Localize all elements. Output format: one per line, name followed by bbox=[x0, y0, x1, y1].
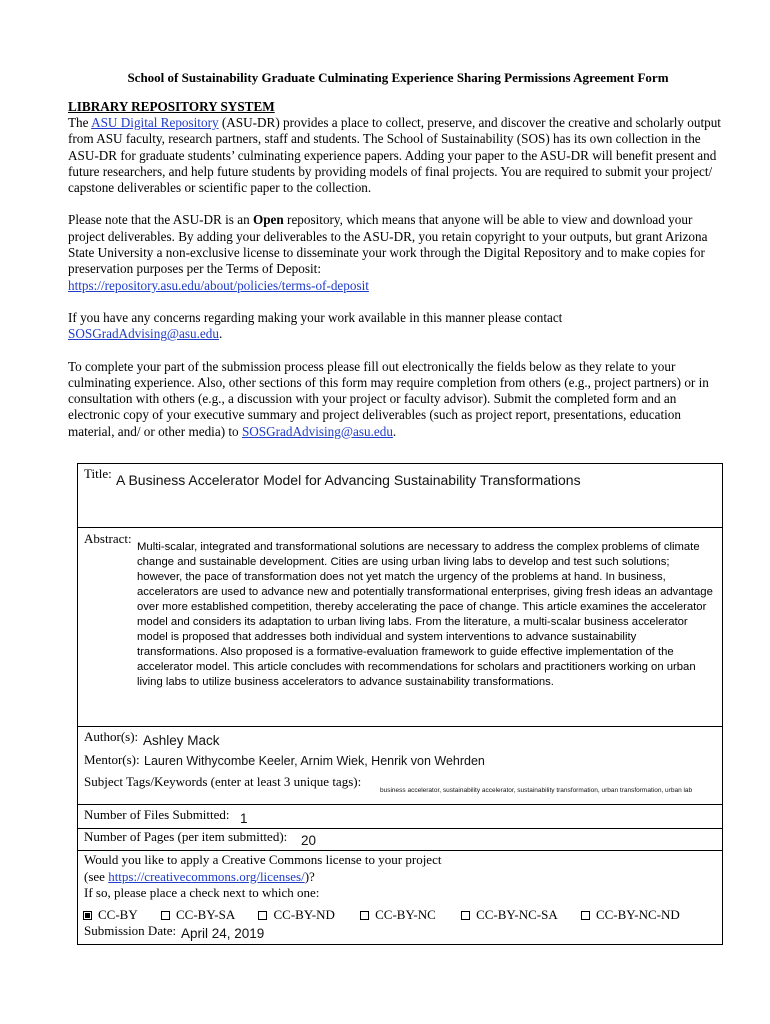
title-row bbox=[78, 464, 722, 528]
document-body bbox=[68, 70, 728, 456]
cc-option-cc-by-nc-nd[interactable] bbox=[581, 907, 680, 923]
paragraph-open-repository bbox=[68, 212, 728, 293]
files-field[interactable]: 1 bbox=[240, 811, 248, 826]
files-row bbox=[78, 804, 722, 829]
para2-text-start: Please note that the ASU-DR is an bbox=[68, 212, 253, 228]
cc-see-pre: (see bbox=[84, 868, 109, 884]
cc-option-cc-by-nd[interactable] bbox=[258, 907, 334, 923]
checkbox-cc-by-sa[interactable] bbox=[161, 911, 170, 920]
authors-row bbox=[78, 726, 722, 750]
creative-commons-link[interactable]: https://creativecommons.org/licenses/ bbox=[108, 868, 305, 884]
checkbox-cc-by[interactable] bbox=[83, 911, 92, 920]
abstract-label: Abstract: bbox=[84, 531, 132, 546]
date-label: Submission Date: bbox=[84, 923, 177, 938]
cc-option-cc-by-nc[interactable] bbox=[360, 907, 436, 923]
paragraph-instructions bbox=[68, 359, 728, 440]
paragraph-concerns bbox=[68, 310, 728, 343]
submission-email-link[interactable]: SOSGradAdvising@asu.edu bbox=[241, 423, 393, 439]
cc-option-label: CC-BY-SA bbox=[175, 907, 236, 922]
checkbox-cc-by-nc-sa[interactable] bbox=[461, 911, 470, 920]
authors-label: Author(s): bbox=[84, 729, 139, 744]
cc-options bbox=[83, 907, 680, 923]
submission-form-table bbox=[77, 463, 723, 945]
form-title: School of Sustainability Graduate Culminating Experience Sharing Permissions Agreement Form bbox=[127, 70, 669, 85]
para3-text: If you have any concerns regarding making your work available in this manner please contact bbox=[68, 309, 563, 325]
checkbox-cc-by-nc[interactable] bbox=[360, 911, 369, 920]
mentors-label: Mentor(s): bbox=[84, 752, 140, 767]
cc-option-label: CC-BY-NC-ND bbox=[595, 907, 680, 922]
pages-row bbox=[78, 828, 722, 851]
mentors-row bbox=[78, 750, 722, 772]
checkbox-cc-by-nc-nd[interactable] bbox=[581, 911, 590, 920]
title-field[interactable]: A Business Accelerator Model for Advancing Sustainability Transformations bbox=[116, 472, 581, 488]
checkbox-cc-by-nd[interactable] bbox=[258, 911, 267, 920]
cc-see-line bbox=[84, 869, 441, 886]
para4-period: . bbox=[392, 423, 397, 439]
para1-text-start: The bbox=[68, 115, 92, 130]
open-bold-word: Open bbox=[252, 212, 284, 228]
files-label: Number of Files Submitted: bbox=[84, 807, 230, 822]
mentors-field[interactable]: Lauren Withycombe Keeler, Arnim Wiek, Henrik von Wehrden bbox=[144, 754, 485, 768]
abstract-row bbox=[78, 527, 722, 727]
cc-option-label: CC-BY-NC bbox=[375, 907, 436, 922]
submission-date-field[interactable]: April 24, 2019 bbox=[181, 926, 265, 941]
terms-of-deposit-link[interactable]: https://repository.asu.edu/about/policies/terms-of-deposit bbox=[68, 277, 369, 293]
title-label: Title: bbox=[84, 466, 112, 481]
pages-label: Number of Pages (per item submitted): bbox=[84, 829, 288, 844]
abstract-field[interactable]: Multi-scalar, integrated and transformational solutions are necessary to address the complex problems of climate change and sustainable development. Cities are using urban living labs to develop and test such solutions; however, the pace of transformation does not yet match the urgency of the problems at hand. In business, accelerators are used to advance new and potentially transformational enterprises, giving fresh ideas an advantage over more established competition, thereby accelerating the pace of change. This article examines the accelerator model and considers its adaptation to urban living labs. From the literature, a multi-scalar business accelerator model is proposed that addresses both individual and system interventions to advance sustainability transformations. Also proposed is a formative-evaluation framework to guide effective implementation of the accelerator model. This article concludes with recommendations for scholars and practitioners working on urban living labs to utilize business accelerators to advance sustainability transformations. bbox=[137, 541, 713, 688]
para3-period: . bbox=[218, 326, 223, 342]
cc-see-post: )? bbox=[304, 868, 315, 884]
para4-text: To complete your part of the submission process please fill out electronically the fields below as they relate to your culminating experience. Also, other sections of this form may require completion from others (e.g., project partners) or in consultation with others (e.g., a discussion with your project or faculty advisor). Submit the completed form and an electronic copy of your executive summary and project deliverables (such as project report, presentations, education material, and/ or other media) to bbox=[68, 358, 709, 439]
cc-instruction: If so, please place a check next to which one: bbox=[84, 885, 320, 900]
authors-field[interactable]: Ashley Mack bbox=[143, 733, 220, 748]
cc-option-label: CC-BY bbox=[98, 907, 138, 922]
paragraph-intro bbox=[68, 115, 728, 196]
para2-text-rest: repository, which means that anyone will be able to view and download your project deliverables. By adding your deliverables to the ASU-DR, you retain copyright to your outputs, but grant Arizona State University a non-exclusive license to disseminate your work through the Digital Repository and to make copies for preservation purposes per the Terms of Deposit: bbox=[68, 212, 708, 277]
cc-question: Would you like to apply a Creative Commons license to your project bbox=[84, 852, 442, 867]
tags-label: Subject Tags/Keywords (enter at least 3 unique tags): bbox=[84, 774, 362, 789]
asu-digital-repository-link[interactable]: ASU Digital Repository bbox=[91, 115, 219, 130]
cc-option-cc-by[interactable] bbox=[83, 907, 138, 923]
section-heading: LIBRARY REPOSITORY SYSTEM bbox=[68, 99, 275, 114]
date-row bbox=[78, 922, 722, 945]
para1-text-rest: (ASU-DR) provides a place to collect, preserve, and discover the creative and scholarly output from ASU faculty, research partners, staff and students. The School of Sustainability (SOS) has its own collection in the ASU-DR for graduate students’ culminating experience papers. Adding your paper to the ASU-DR will benefit present and future researchers, and help future students by providing models of final projects. You are required to submit your project/ capstone deliverables or scientific paper to the collection. bbox=[68, 115, 721, 196]
cc-option-cc-by-nc-sa[interactable] bbox=[461, 907, 558, 923]
cc-row bbox=[78, 850, 722, 922]
cc-option-label: CC-BY-ND bbox=[273, 907, 335, 922]
cc-option-label: CC-BY-NC-SA bbox=[476, 907, 558, 922]
cc-option-cc-by-sa[interactable] bbox=[161, 907, 235, 923]
pages-field[interactable]: 20 bbox=[301, 833, 317, 848]
tags-field[interactable]: business accelerator, sustainability accelerator, sustainability transformation, urban transformation, urban lab bbox=[380, 787, 693, 794]
contact-email-link[interactable]: SOSGradAdvising@asu.edu bbox=[68, 326, 219, 342]
tags-row bbox=[78, 772, 722, 805]
